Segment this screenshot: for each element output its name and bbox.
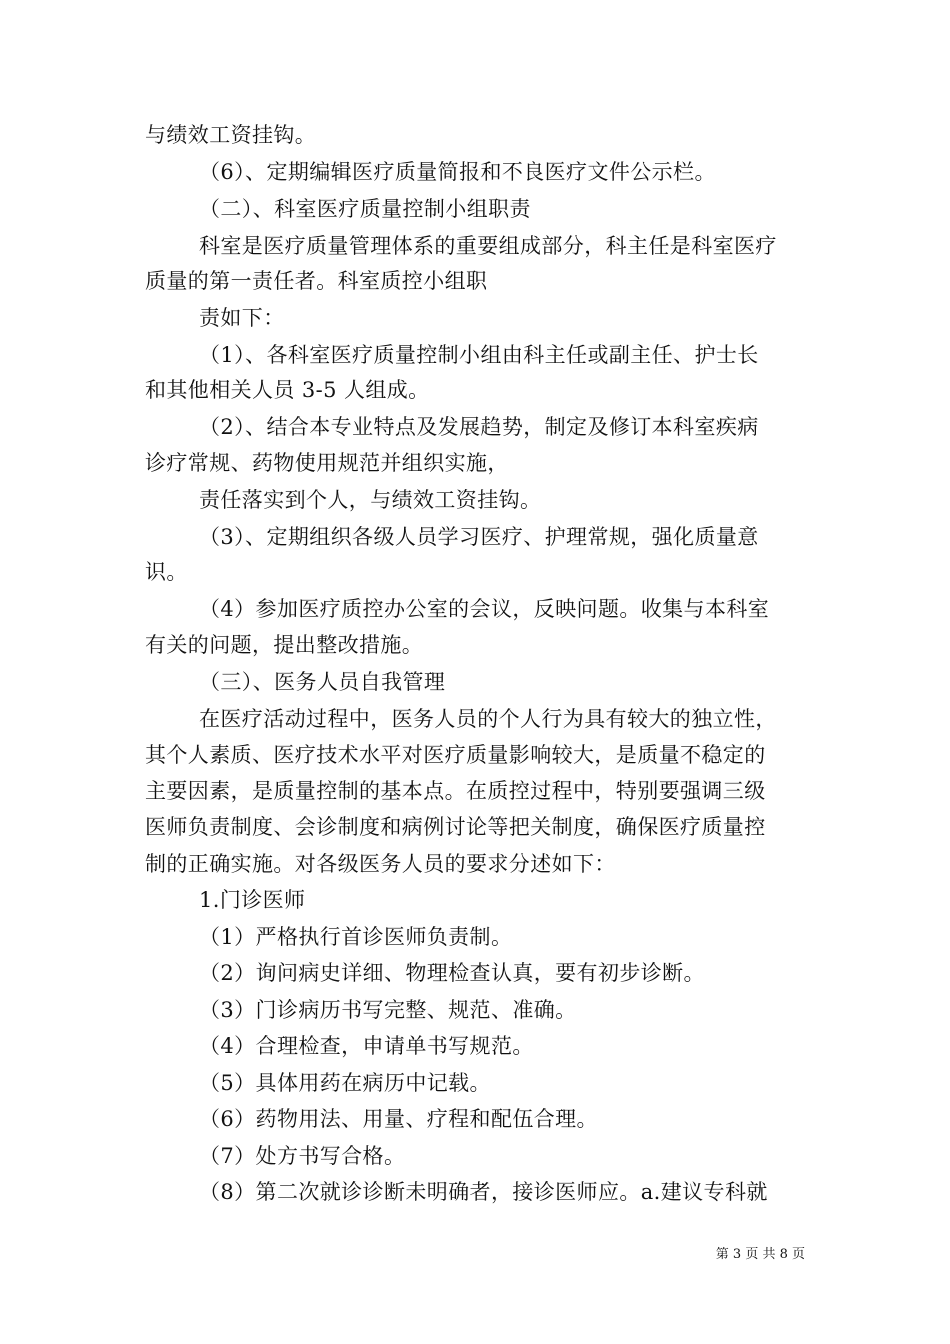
list-item: （5）具体用药在病历中记载。 [199,1071,491,1095]
text-line: 责如下： [199,306,285,330]
text-line: 其个人素质、医疗技术水平对医疗质量影响较大，是质量不稳定的 [145,743,766,767]
text-line: 在医疗活动过程中，医务人员的个人行为具有较大的独立性， [199,707,777,731]
text-line: （6）、定期编辑医疗质量简报和不良医疗文件公示栏。 [199,160,716,184]
list-item: （3）门诊病历书写完整、规范、准确。 [199,998,577,1022]
list-item: （4）合理检查，申请单书写规范。 [199,1034,534,1058]
list-item: （7）处方书写合格。 [199,1144,406,1168]
subsection-heading: 1.门诊医师 [199,888,306,912]
section-heading: （三）、医务人员自我管理 [199,670,446,694]
text-line: 医师负责制度、会诊制度和病例讨论等把关制度，确保医疗质量控 [145,815,766,839]
text-line: 有关的问题，提出整改措施。 [145,633,424,657]
text-line: 制的正确实施。对各级医务人员的要求分述如下： [145,852,616,876]
section-heading: （二）、科室医疗质量控制小组职责 [199,197,531,221]
text-line: 质量的第一责任者。科室质控小组职 [145,269,488,293]
list-item: （2）询问病史详细、物理检查认真，要有初步诊断。 [199,961,705,985]
text-line: 责任落实到个人，与绩效工资挂钩。 [199,488,542,512]
text-line: 识。 [145,560,188,584]
text-line: （3）、定期组织各级人员学习医疗、护理常规，强化质量意 [199,525,759,549]
text-line: （1）、各科室医疗质量控制小组由科主任或副主任、护士长 [199,343,759,367]
page-number: 第 3 页 共 8 页 [715,1247,805,1262]
list-item: （6）药物用法、用量、疗程和配伍合理。 [199,1107,598,1131]
text-line: （2）、结合本专业特点及发展趋势，制定及修订本科室疾病 [199,415,759,439]
list-item: （1）严格执行首诊医师负责制。 [199,925,513,949]
text-line: 与绩效工资挂钩。 [145,123,317,147]
text-line: （4）参加医疗质控办公室的会议，反映问题。收集与本科室 [199,597,770,621]
list-item: （8）第二次就诊诊断未明确者，接诊医师应。a.建议专科就 [199,1180,768,1204]
text-line: 科室是医疗质量管理体系的重要组成部分，科主任是科室医疗 [199,234,777,258]
text-line: 主要因素，是质量控制的基本点。在质控过程中，特别要强调三级 [145,779,766,803]
text-line: 和其他相关人员 3-5 人组成。 [145,378,430,402]
text-line: 诊疗常规、药物使用规范并组织实施， [145,451,509,475]
